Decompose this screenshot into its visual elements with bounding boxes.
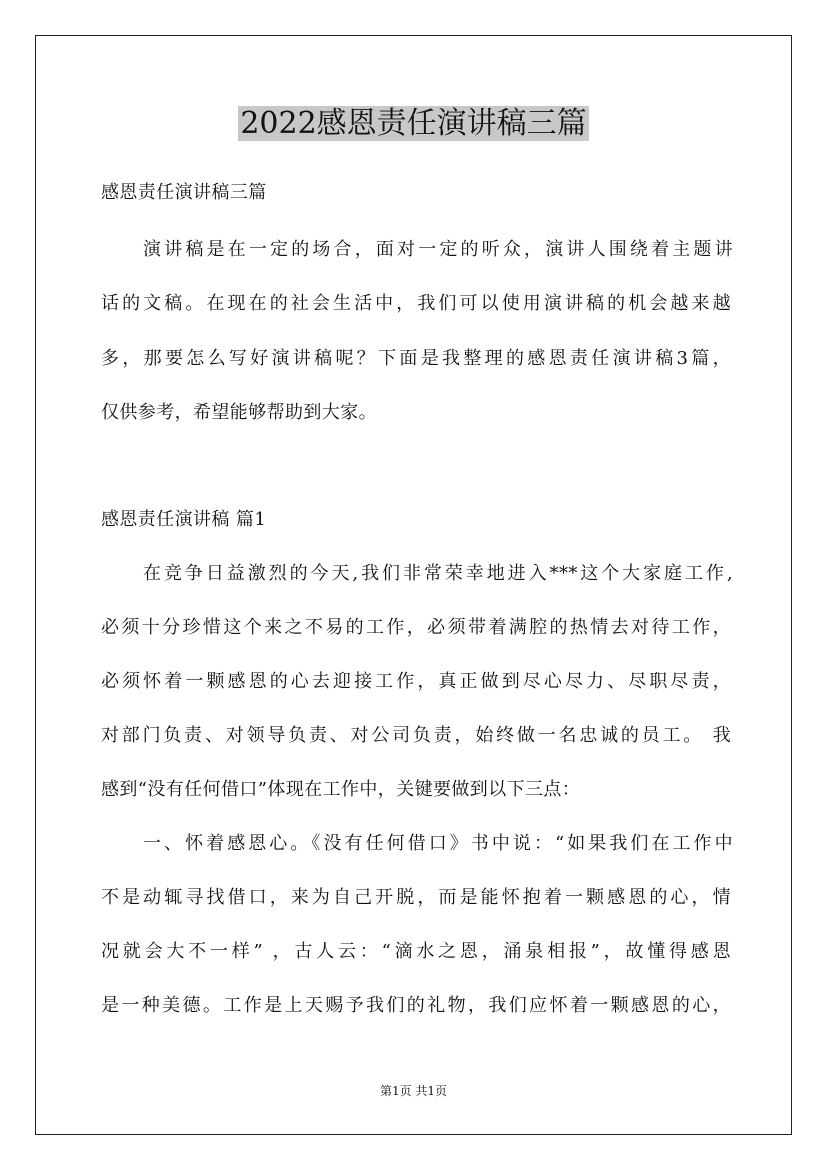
paragraph-line: 对部门负责、对领导负责、对公司负责，始终做一名忠诚的员工。 我 <box>101 725 731 746</box>
paragraph-line: 是一种美德。工作是上天赐予我们的礼物，我们应怀着一颗感恩的心， <box>101 995 731 1016</box>
paragraph-line: 况就会大不一样” ，古人云：“滴水之恩，涌泉相报”，故懂得感恩 <box>101 941 731 962</box>
document-title-text: 2022感恩责任演讲稿三篇 <box>240 106 587 141</box>
subtitle: 感恩责任演讲稿三篇 <box>101 182 267 203</box>
page-number: 第1页 共1页 <box>379 1084 448 1098</box>
paragraph-line: 必须怀着一颗感恩的心去迎接工作，真正做到尽心尽力、尽职尽责， <box>101 671 731 692</box>
paragraph-line: 不是动辄寻找借口，来为自己开脱，而是能怀抱着一颗感恩的心，情 <box>101 887 731 908</box>
intro-line: 多，那要怎么写好演讲稿呢？下面是我整理的感恩责任演讲稿3篇， <box>101 348 731 369</box>
paragraph-line: 一、怀着感恩心。《没有任何借口》书中说：“如果我们在工作中 <box>143 833 733 854</box>
paragraph-line: 必须十分珍惜这个来之不易的工作，必须带着满腔的热情去对待工作， <box>101 617 731 638</box>
paragraph-line: 感到“没有任何借口”体现在工作中，关键要做到以下三点： <box>101 779 581 800</box>
section-heading: 感恩责任演讲稿 篇1 <box>101 509 267 530</box>
paragraph-line: 在竞争日益激烈的今天,我们非常荣幸地进入***这个大家庭工作, <box>143 563 733 584</box>
intro-line: 话的文稿。在现在的社会生活中，我们可以使用演讲稿的机会越来越 <box>101 293 731 314</box>
document-title <box>0 104 827 144</box>
intro-line: 仅供参考，希望能够帮助到大家。 <box>101 402 377 423</box>
intro-line: 演讲稿是在一定的场合，面对一定的听众，演讲人围绕着主题讲 <box>143 239 733 260</box>
